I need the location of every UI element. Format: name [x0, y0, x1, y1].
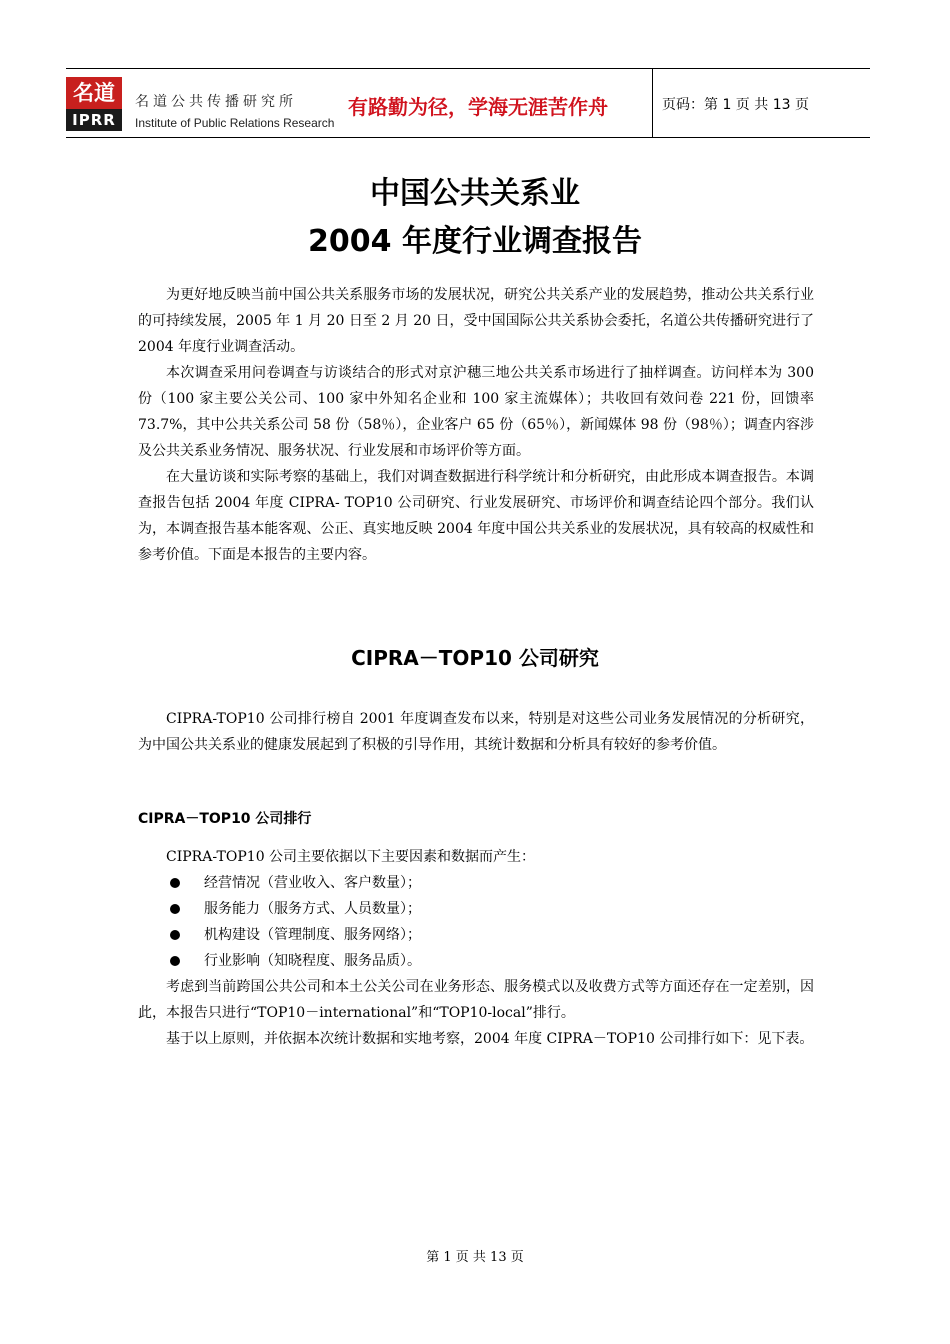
list-item — [138, 870, 814, 896]
criteria-text: 经营情况（营业收入、客户数量）； — [204, 875, 421, 891]
doc-title-line2: 2004 年度行业调查报告 — [308, 224, 642, 259]
header-motto: 有路勤为径，学海无涯苦作舟 — [348, 95, 608, 119]
logo-text-bottom: IPRR — [66, 109, 122, 131]
ranking-paragraph-3: 基于以上原则，并依据本次统计数据和实地考察，2004 年度 CIPRA－TOP10 公司排行如下：见下表。 — [166, 1031, 814, 1047]
bullet-icon — [170, 956, 180, 966]
criteria-text: 行业影响（知晓程度、服务品质）。 — [204, 953, 421, 969]
ranking-lead: CIPRA-TOP10 公司主要依据以下主要因素和数据而产生： — [166, 849, 536, 865]
header-page-info: 页码：第 1 页 共 13 页 — [662, 97, 809, 113]
page-header — [66, 68, 870, 138]
criteria-text: 机构建设（管理制度、服务网络）； — [204, 927, 421, 943]
bullet-icon — [170, 904, 180, 914]
criteria-list — [138, 870, 814, 974]
intro-section — [138, 282, 814, 568]
intro-paragraph-3: 在大量访谈和实际考察的基础上，我们对调查数据进行科学统计和分析研究，由此形成本调查报告。本调查报告包括 2004 年度 CIPRA- TOP10 公司研究、行业发展研究、市场评价和调查结论四个部分。我们认为，本调查报告基本能客观、公正、真实地反映 2004 年度中国公共关系业的发展状况，具有较高的权威性和参考价值。下面是本报告的主要内容。 — [138, 469, 814, 563]
section-heading-top10-research: CIPRA－TOP10 公司研究 — [351, 646, 599, 670]
bullet-icon — [170, 930, 180, 940]
header-divider — [652, 69, 653, 137]
ranking-paragraph-2: 考虑到当前跨国公共公司和本土公关公司在业务形态、服务模式以及收费方式等方面还存在一定差别，因此，本报告只进行“TOP10－international”和“TOP10-local”排行。 — [138, 979, 814, 1021]
iprr-logo — [66, 77, 122, 131]
list-item — [138, 896, 814, 922]
doc-title-line1: 中国公共关系业 — [370, 176, 580, 211]
ranking-section — [138, 844, 814, 1052]
logo-text-top: 名道 — [73, 80, 115, 105]
section1-paragraph-1: CIPRA-TOP10 公司排行榜自 2001 年度调查发布以来，特别是对这些公司业务发展情况的分析研究，为中国公共关系业的健康发展起到了积极的引导作用，其统计数据和分析具有较好的参考价值。 — [138, 711, 814, 753]
intro-paragraph-1: 为更好地反映当前中国公共关系服务市场的发展状况，研究公共关系产业的发展趋势，推动公共关系行业的可持续发展，2005 年 1 月 20 日至 2 月 20 日，受中国国际公共关系协会委托，名道公共传播研究进行了 2004 年度行业调查活动。 — [138, 287, 814, 355]
page-footer: 第 1 页 共 13 页 — [426, 1250, 524, 1265]
bullet-icon — [170, 878, 180, 888]
org-name-en: Institute of Public Relations Research — [135, 116, 335, 130]
org-name-cn: 名道公共传播研究所 — [135, 94, 297, 110]
list-item — [138, 922, 814, 948]
list-item — [138, 948, 814, 974]
subheading-top10-ranking: CIPRA－TOP10 公司排行 — [138, 811, 312, 827]
section1-intro — [138, 706, 814, 758]
criteria-text: 服务能力（服务方式、人员数量）； — [204, 901, 421, 917]
intro-paragraph-2: 本次调查采用问卷调查与访谈结合的形式对京沪穗三地公共关系市场进行了抽样调查。访问样本为 300 份（100 家主要公关公司、100 家中外知名企业和 100 家主流媒体）；共收回有效问卷 221 份，回馈率 73.7%，其中公共关系公司 58 份（58％），企业客户 65 份（65％），新闻媒体 98 份（98％）；调查内容涉及公共关系业务情况、服务状况、行业发展和市场评价等方面。 — [138, 365, 814, 459]
